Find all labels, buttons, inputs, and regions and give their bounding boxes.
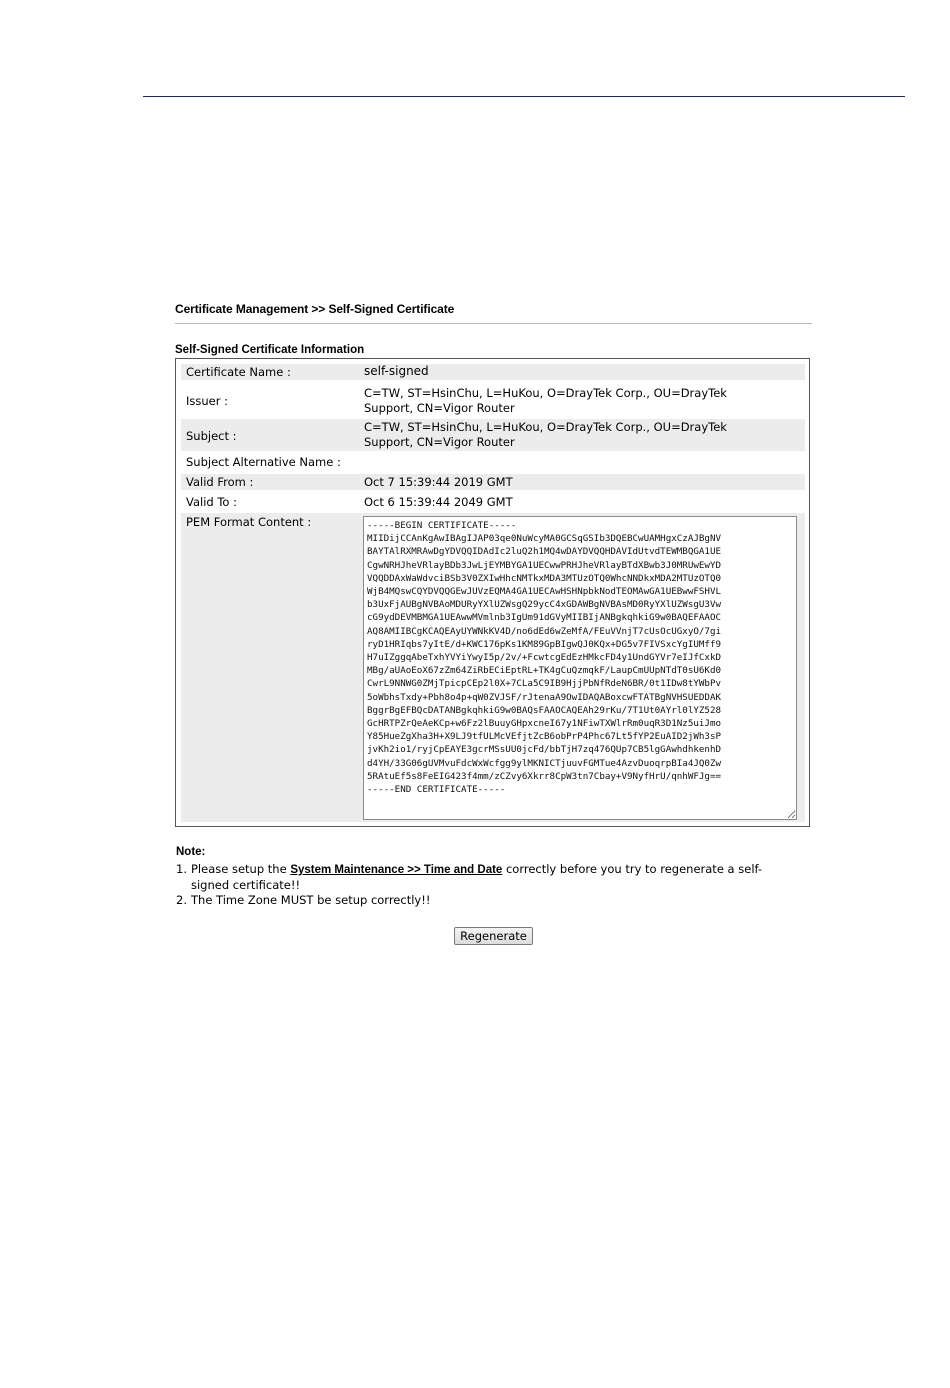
section-title: Self-Signed Certificate Information (175, 344, 365, 356)
note-item-1-text-after: correctly before you try to regenerate a self- signed certificate!! (191, 862, 763, 892)
certificate-info-panel (175, 358, 810, 827)
row-certificate-name (181, 364, 805, 380)
valid-to-label: Valid To : (186, 495, 238, 509)
pem-content-label: PEM Format Content : (186, 515, 312, 529)
note-item-1-number: 1. (176, 862, 187, 876)
page-title: Certificate Management >> Self-Signed Certificate (175, 302, 455, 316)
valid-to-value: Oct 6 15:39:44 2049 GMT (364, 495, 513, 509)
row-subject (181, 419, 805, 451)
subject-value: C=TW, ST=HsinChu, L=HuKou, O=DrayTek Corp., OU=DrayTek Support, CN=Vigor Router (364, 420, 727, 449)
note-item-2-number: 2. (176, 893, 187, 907)
valid-from-value: Oct 7 15:39:44 2019 GMT (364, 475, 513, 489)
note-item-1 (176, 862, 811, 893)
certificate-name-label: Certificate Name : (186, 365, 291, 379)
valid-from-label: Valid From : (186, 475, 254, 489)
row-valid-to (181, 494, 805, 510)
note-item-2 (176, 893, 811, 908)
title-divider (175, 323, 812, 324)
note-item-2-text: The Time Zone MUST be setup correctly!! (191, 893, 431, 907)
issuer-value: C=TW, ST=HsinChu, L=HuKou, O=DrayTek Corp., OU=DrayTek Support, CN=Vigor Router (364, 386, 727, 415)
certificate-name-value: self-signed (364, 364, 429, 378)
row-subject-alt-name (181, 454, 805, 470)
subject-label: Subject : (186, 429, 237, 443)
subject-alt-name-label: Subject Alternative Name : (186, 455, 341, 469)
regenerate-button[interactable]: Regenerate (454, 927, 533, 945)
note-item-1-text-before: Please setup the (191, 862, 291, 876)
note-title: Note: (176, 846, 206, 858)
row-valid-from (181, 474, 805, 490)
pem-content-textarea[interactable] (363, 516, 797, 820)
page-top-rule (143, 96, 905, 97)
time-and-date-link[interactable]: System Maintenance >> Time and Date (290, 864, 503, 876)
row-issuer (181, 385, 805, 417)
issuer-label: Issuer : (186, 394, 228, 408)
